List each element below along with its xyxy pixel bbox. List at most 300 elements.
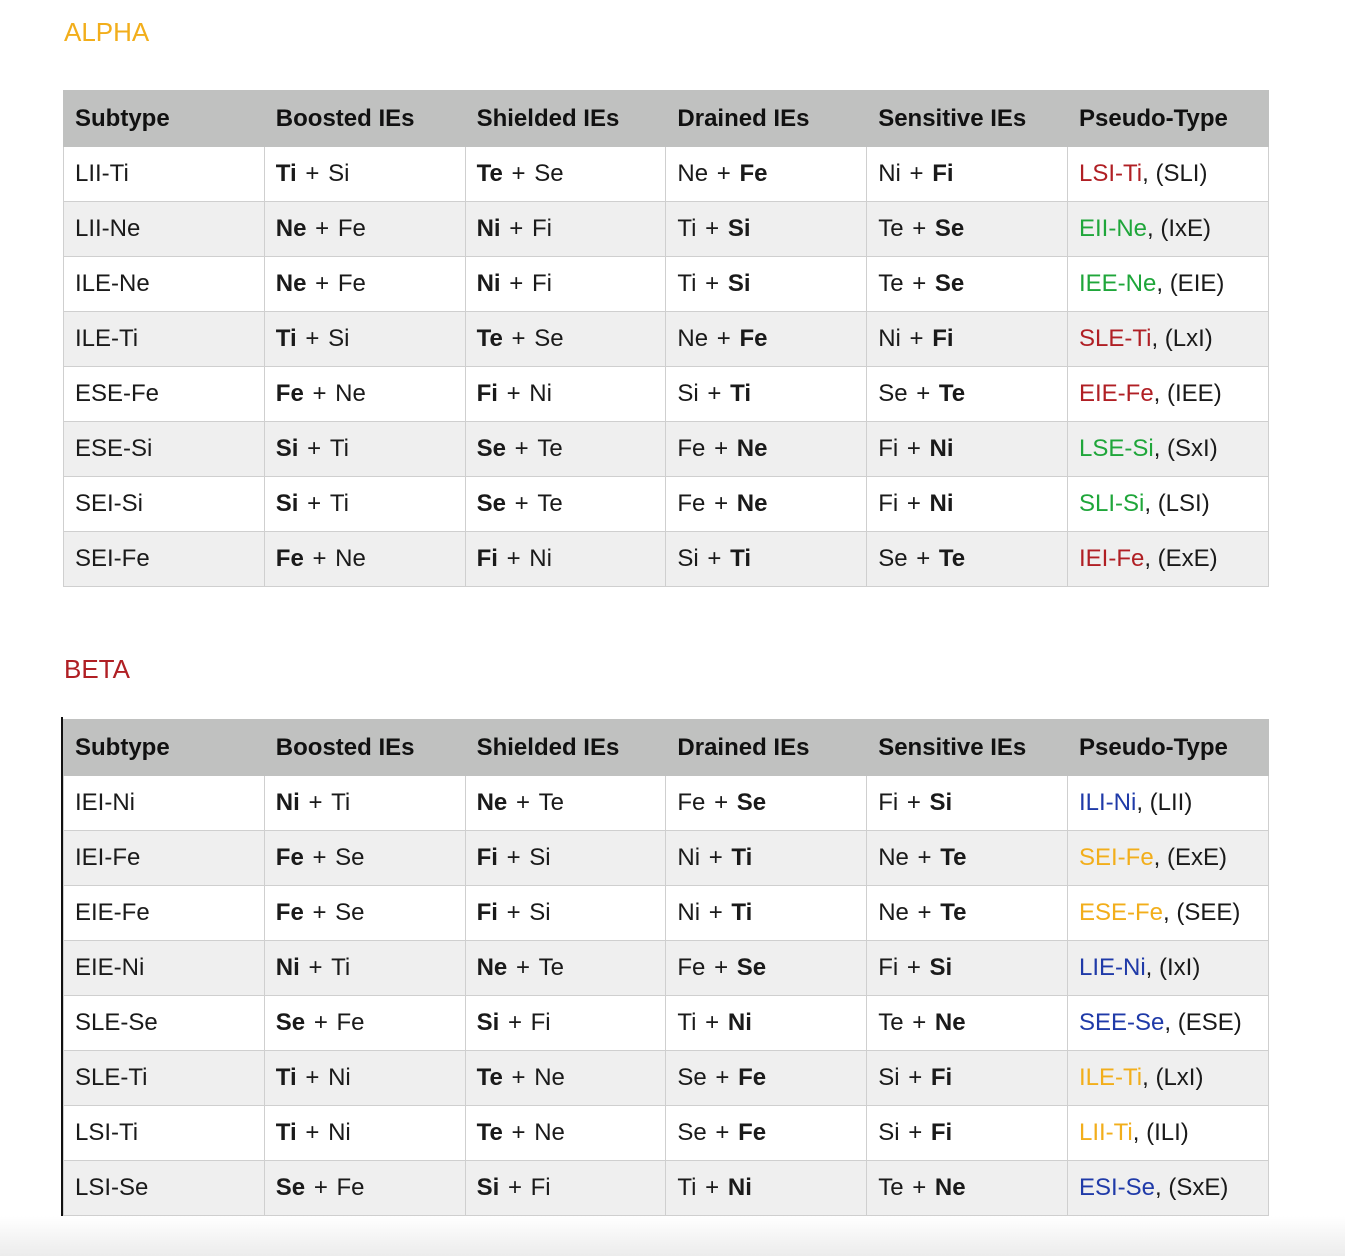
table-row [64, 996, 1269, 1051]
ie-function: Fi [476, 380, 498, 407]
ie-function: Ni [529, 380, 552, 407]
ie-function: Fe [337, 215, 366, 242]
sensitive-ies-cell [867, 532, 1068, 587]
ie-function: Si [929, 954, 953, 981]
sensitive-ies-cell [867, 831, 1068, 886]
boosted-ies-cell [264, 532, 465, 587]
ie-function: Te [938, 380, 966, 407]
plus-sign: + [700, 380, 729, 407]
ie-function: Ti [677, 1174, 697, 1201]
ie-function: Ne [534, 1064, 565, 1091]
ie-function: Fi [930, 1119, 953, 1146]
drained-ies-cell [666, 831, 867, 886]
subtype-cell: LSI-Ti [64, 1106, 265, 1161]
pseudo-type-alt: (SxI) [1167, 435, 1218, 462]
pseudo-type-name: ILE-Ti [1078, 1064, 1143, 1091]
plus-sign: + [698, 270, 726, 297]
pseudo-type-name: SEI-Fe [1078, 844, 1154, 871]
drained-ies-cell [666, 202, 867, 257]
subtype-cell: EIE-Ni [64, 941, 265, 996]
pseudo-type-name: LSI-Ti [1078, 160, 1143, 187]
pseudo-type-cell [1067, 422, 1268, 477]
subtype-cell: SLE-Ti [64, 1051, 265, 1106]
ie-function: Ne [878, 844, 909, 871]
shielded-ies-cell [465, 422, 666, 477]
ie-function: Ne [934, 1009, 966, 1036]
column-header: Pseudo-Type [1067, 91, 1268, 147]
pseudo-type-name: LII-Ti [1078, 1119, 1133, 1146]
plus-sign: + [504, 325, 533, 352]
shielded-ies-cell [465, 831, 666, 886]
plus-sign: + [504, 1119, 533, 1146]
plus-sign: + [905, 1009, 933, 1036]
ie-function: Fe [677, 435, 706, 462]
ie-function: Se [677, 1064, 707, 1091]
table-row [64, 367, 1269, 422]
pseudo-type-alt: (LSI) [1157, 490, 1210, 517]
plus-sign: + [710, 325, 738, 352]
pseudo-separator: , [1164, 1009, 1178, 1036]
ie-function: Se [934, 270, 965, 297]
shielded-ies-cell [465, 1051, 666, 1106]
ie-function: Ti [730, 545, 751, 572]
pseudo-type-alt: (SxE) [1168, 1174, 1229, 1201]
ie-function: Se [476, 490, 506, 517]
pseudo-type-name: LSE-Si [1078, 435, 1154, 462]
pseudo-type-cell [1067, 147, 1268, 202]
sensitive-ies-cell [867, 312, 1068, 367]
drained-ies-cell [666, 941, 867, 996]
plus-sign: + [707, 490, 735, 517]
table-row [64, 477, 1269, 532]
sensitive-ies-cell [867, 941, 1068, 996]
ie-function: Se [736, 954, 767, 981]
subtype-cell: SEI-Si [64, 477, 265, 532]
plus-sign: + [909, 545, 937, 572]
plus-sign: + [307, 1174, 335, 1201]
ie-function: Se [878, 545, 908, 572]
plus-sign: + [905, 1174, 933, 1201]
ie-function: Ne [476, 954, 508, 981]
ie-function: Fe [336, 1174, 365, 1201]
pseudo-type-name: IEE-Ne [1078, 270, 1157, 297]
ie-function: Fi [476, 899, 498, 926]
plus-sign: + [298, 1064, 327, 1091]
ie-function: Si [878, 1119, 900, 1146]
ie-function: Ne [878, 899, 909, 926]
boosted-ies-cell [264, 1161, 465, 1216]
column-header: Drained IEs [666, 91, 867, 147]
ie-function: Ni [727, 1009, 752, 1036]
ie-function: Te [940, 899, 967, 926]
subtype-cell: LII-Ti [64, 147, 265, 202]
sensitive-ies-cell [867, 886, 1068, 941]
ie-function: Se [934, 215, 965, 242]
ie-function: Si [727, 270, 751, 297]
column-header: Shielded IEs [465, 720, 666, 776]
pseudo-type-name: SLE-Ti [1078, 325, 1152, 352]
pseudo-type-alt: (LxI) [1155, 1064, 1204, 1091]
ie-function: Te [878, 215, 904, 242]
ie-function: Se [534, 325, 564, 352]
ie-function: Ti [730, 380, 751, 407]
shielded-ies-cell [465, 367, 666, 422]
pseudo-type-cell [1067, 941, 1268, 996]
plus-sign: + [707, 954, 735, 981]
column-header: Drained IEs [666, 720, 867, 776]
boosted-ies-cell [264, 367, 465, 422]
ie-function: Ne [335, 380, 366, 407]
ie-function: Fe [275, 380, 304, 407]
plus-sign: + [910, 844, 939, 871]
table-row [64, 1161, 1269, 1216]
ie-function: Ne [677, 160, 709, 187]
shielded-ies-cell [465, 886, 666, 941]
sensitive-ies-cell [867, 202, 1068, 257]
plus-sign: + [307, 1009, 335, 1036]
plus-sign: + [698, 1009, 726, 1036]
pseudo-type-name: EII-Ne [1078, 215, 1147, 242]
plus-sign: + [698, 215, 726, 242]
plus-sign: + [707, 435, 735, 462]
ie-function: Ni [677, 899, 701, 926]
plus-sign: + [702, 844, 730, 871]
ie-function: Ni [476, 270, 501, 297]
ie-function: Te [476, 1119, 503, 1146]
ie-function: Se [677, 1119, 707, 1146]
table-header-row [64, 720, 1269, 776]
plus-sign: + [905, 270, 933, 297]
pseudo-type-alt: (IEE) [1167, 380, 1222, 407]
ie-function: Si [328, 160, 350, 187]
plus-sign: + [708, 1119, 737, 1146]
ie-function: Fi [530, 1009, 551, 1036]
pseudo-type-alt: (SEE) [1176, 899, 1241, 926]
shielded-ies-cell [465, 477, 666, 532]
plus-sign: + [504, 160, 533, 187]
pseudo-type-alt: (IxI) [1159, 954, 1201, 981]
ie-function: Ni [727, 1174, 752, 1201]
drained-ies-cell [666, 1161, 867, 1216]
ie-function: Ti [677, 215, 697, 242]
pseudo-type-name: LIE-Ni [1078, 954, 1146, 981]
ie-function: Te [537, 490, 563, 517]
pseudo-type-cell [1067, 996, 1268, 1051]
ie-function: Fi [878, 954, 899, 981]
pseudo-separator: , [1142, 160, 1156, 187]
plus-sign: + [298, 1119, 327, 1146]
ie-function: Fi [878, 490, 899, 517]
drained-ies-cell [666, 532, 867, 587]
ie-function: Se [534, 160, 564, 187]
drained-ies-cell [666, 147, 867, 202]
subtype-cell: IEI-Ni [64, 776, 265, 831]
plus-sign: + [901, 1064, 929, 1091]
ie-function: Fi [476, 844, 498, 871]
sensitive-ies-cell [867, 257, 1068, 312]
pseudo-type-name: SLI-Si [1078, 490, 1145, 517]
ie-function: Ni [677, 844, 701, 871]
pseudo-separator: , [1163, 899, 1177, 926]
table-row [64, 202, 1269, 257]
ie-function: Ni [476, 215, 501, 242]
ie-function: Se [476, 435, 506, 462]
alpha-subtype-table [63, 90, 1269, 587]
sensitive-ies-cell [867, 422, 1068, 477]
pseudo-type-cell [1067, 1161, 1268, 1216]
shielded-ies-cell [465, 147, 666, 202]
plus-sign: + [698, 1174, 726, 1201]
column-header: Sensitive IEs [867, 91, 1068, 147]
bottom-fade [0, 1216, 1345, 1256]
plus-sign: + [502, 215, 530, 242]
pseudo-separator: , [1132, 1119, 1147, 1146]
pseudo-separator: , [1153, 435, 1168, 462]
subtype-cell: ESE-Si [64, 422, 265, 477]
shielded-ies-cell [465, 941, 666, 996]
subtype-cell: ILE-Ti [64, 312, 265, 367]
column-header: Subtype [64, 91, 265, 147]
drained-ies-cell [666, 257, 867, 312]
ie-function: Fe [336, 1009, 365, 1036]
plus-sign: + [509, 789, 537, 816]
ie-function: Fi [930, 1064, 953, 1091]
ie-function: Te [940, 844, 967, 871]
boosted-ies-cell [264, 477, 465, 532]
ie-function: Ne [275, 215, 307, 242]
sensitive-ies-cell [867, 367, 1068, 422]
ie-function: Si [677, 380, 699, 407]
ie-function: Se [736, 789, 767, 816]
ie-function: Ne [736, 435, 768, 462]
plus-sign: + [499, 899, 528, 926]
ie-function: Ni [929, 490, 954, 517]
plus-sign: + [901, 1119, 929, 1146]
pseudo-type-cell [1067, 257, 1268, 312]
drained-ies-cell [666, 776, 867, 831]
column-header: Subtype [64, 720, 265, 776]
ie-function: Se [878, 380, 908, 407]
ie-function: Ti [731, 844, 753, 871]
pseudo-type-cell [1067, 202, 1268, 257]
table-row [64, 147, 1269, 202]
pseudo-type-alt: (ExE) [1167, 844, 1228, 871]
boosted-ies-cell [264, 996, 465, 1051]
ie-function: Te [537, 435, 563, 462]
table-header-row [64, 91, 1269, 147]
ie-function: Ti [275, 1119, 297, 1146]
ie-function: Te [476, 1064, 503, 1091]
ie-function: Si [275, 435, 299, 462]
plus-sign: + [305, 545, 334, 572]
plus-sign: + [905, 215, 933, 242]
ie-function: Ne [335, 545, 366, 572]
pseudo-type-name: ILI-Ni [1078, 789, 1137, 816]
plus-sign: + [301, 789, 330, 816]
ie-function: Ne [677, 325, 709, 352]
ie-function: Fi [530, 1174, 551, 1201]
subtype-cell: EIE-Fe [64, 886, 265, 941]
sensitive-ies-cell [867, 1161, 1068, 1216]
ie-function: Ni [328, 1119, 351, 1146]
ie-function: Fi [531, 215, 552, 242]
plus-sign: + [710, 160, 738, 187]
shielded-ies-cell [465, 202, 666, 257]
ie-function: Te [538, 954, 564, 981]
pseudo-separator: , [1153, 380, 1168, 407]
pseudo-type-alt: (LxI) [1164, 325, 1213, 352]
plus-sign: + [499, 545, 528, 572]
ie-function: Te [878, 270, 904, 297]
drained-ies-cell [666, 367, 867, 422]
plus-sign: + [305, 380, 334, 407]
subtype-cell: SEI-Fe [64, 532, 265, 587]
pseudo-separator: , [1156, 270, 1170, 297]
sensitive-ies-cell [867, 996, 1068, 1051]
column-header: Boosted IEs [264, 91, 465, 147]
plus-sign: + [708, 1064, 737, 1091]
pseudo-type-name: EIE-Fe [1078, 380, 1154, 407]
pseudo-type-cell [1067, 532, 1268, 587]
ie-function: Fe [337, 270, 366, 297]
pseudo-type-cell [1067, 367, 1268, 422]
pseudo-separator: , [1145, 954, 1160, 981]
ie-function: Ne [736, 490, 768, 517]
ie-function: Fe [275, 899, 304, 926]
pseudo-separator: , [1153, 844, 1168, 871]
column-header: Shielded IEs [465, 91, 666, 147]
ie-function: Fe [275, 545, 304, 572]
pseudo-type-alt: (SLI) [1155, 160, 1208, 187]
ie-function: Fi [878, 435, 899, 462]
ie-function: Fi [932, 325, 954, 352]
pseudo-type-alt: (ExE) [1157, 545, 1218, 572]
ie-function: Ni [929, 435, 954, 462]
boosted-ies-cell [264, 257, 465, 312]
plus-sign: + [499, 844, 528, 871]
plus-sign: + [298, 160, 327, 187]
ie-function: Fi [932, 160, 954, 187]
table-row [64, 257, 1269, 312]
shielded-ies-cell [465, 532, 666, 587]
table-row [64, 1051, 1269, 1106]
table-row [64, 776, 1269, 831]
boosted-ies-cell [264, 312, 465, 367]
ie-function: Ne [534, 1119, 565, 1146]
ie-function: Fe [739, 325, 768, 352]
ie-function: Ti [275, 160, 297, 187]
ie-function: Ti [331, 954, 351, 981]
plus-sign: + [305, 844, 334, 871]
drained-ies-cell [666, 996, 867, 1051]
pseudo-type-name: SEE-Se [1078, 1009, 1165, 1036]
ie-function: Ti [329, 490, 349, 517]
ie-function: Fe [739, 160, 768, 187]
subtype-cell: ESE-Fe [64, 367, 265, 422]
plus-sign: + [902, 160, 931, 187]
table-row [64, 312, 1269, 367]
ie-function: Si [476, 1009, 500, 1036]
ie-function: Fe [738, 1064, 767, 1091]
drained-ies-cell [666, 312, 867, 367]
drained-ies-cell [666, 1106, 867, 1161]
boosted-ies-cell [264, 831, 465, 886]
ie-function: Ni [328, 1064, 351, 1091]
ie-function: Fe [275, 844, 304, 871]
table-row [64, 532, 1269, 587]
ie-function: Ne [934, 1174, 966, 1201]
plus-sign: + [501, 1009, 529, 1036]
ie-function: Fe [677, 789, 706, 816]
pseudo-type-cell [1067, 886, 1268, 941]
ie-function: Si [275, 490, 299, 517]
sensitive-ies-cell [867, 1106, 1068, 1161]
ie-function: Ni [878, 325, 901, 352]
boosted-ies-cell [264, 202, 465, 257]
boosted-ies-cell [264, 886, 465, 941]
table-row [64, 422, 1269, 477]
section-title-alpha: ALPHA [64, 17, 150, 47]
subtype-cell: SLE-Se [64, 996, 265, 1051]
plus-sign: + [504, 1064, 533, 1091]
shielded-ies-cell [465, 1106, 666, 1161]
plus-sign: + [702, 899, 730, 926]
ie-function: Si [476, 1174, 500, 1201]
ie-function: Ni [878, 160, 901, 187]
ie-function: Ni [275, 789, 300, 816]
plus-sign: + [707, 789, 735, 816]
pseudo-type-alt: (ESE) [1177, 1009, 1242, 1036]
ie-function: Te [938, 545, 966, 572]
ie-function: Se [275, 1009, 306, 1036]
ie-function: Ti [677, 1009, 697, 1036]
plus-sign: + [300, 435, 328, 462]
boosted-ies-cell [264, 147, 465, 202]
boosted-ies-cell [264, 1051, 465, 1106]
drained-ies-cell [666, 1051, 867, 1106]
pseudo-type-cell [1067, 1106, 1268, 1161]
ie-function: Si [929, 789, 953, 816]
column-header: Pseudo-Type [1067, 720, 1268, 776]
subtype-cell: ILE-Ne [64, 257, 265, 312]
ie-function: Se [335, 844, 365, 871]
table-row [64, 886, 1269, 941]
drained-ies-cell [666, 886, 867, 941]
plus-sign: + [509, 954, 537, 981]
plus-sign: + [900, 490, 928, 517]
plus-sign: + [305, 899, 334, 926]
pseudo-type-alt: (EIE) [1169, 270, 1225, 297]
boosted-ies-cell [264, 776, 465, 831]
pseudo-type-alt: (LII) [1149, 789, 1193, 816]
beta-subtype-table [63, 719, 1269, 1216]
shielded-ies-cell [465, 257, 666, 312]
subtype-cell: IEI-Fe [64, 831, 265, 886]
table-row [64, 831, 1269, 886]
pseudo-separator: , [1142, 1064, 1156, 1091]
ie-function: Fe [677, 490, 706, 517]
ie-function: Te [878, 1009, 904, 1036]
sensitive-ies-cell [867, 1051, 1068, 1106]
pseudo-type-cell [1067, 1051, 1268, 1106]
pseudo-type-cell [1067, 477, 1268, 532]
ie-function: Fe [677, 954, 706, 981]
plus-sign: + [308, 270, 336, 297]
pseudo-separator: , [1136, 789, 1150, 816]
ie-function: Si [677, 545, 699, 572]
plus-sign: + [301, 954, 330, 981]
pseudo-type-name: ESE-Fe [1078, 899, 1164, 926]
